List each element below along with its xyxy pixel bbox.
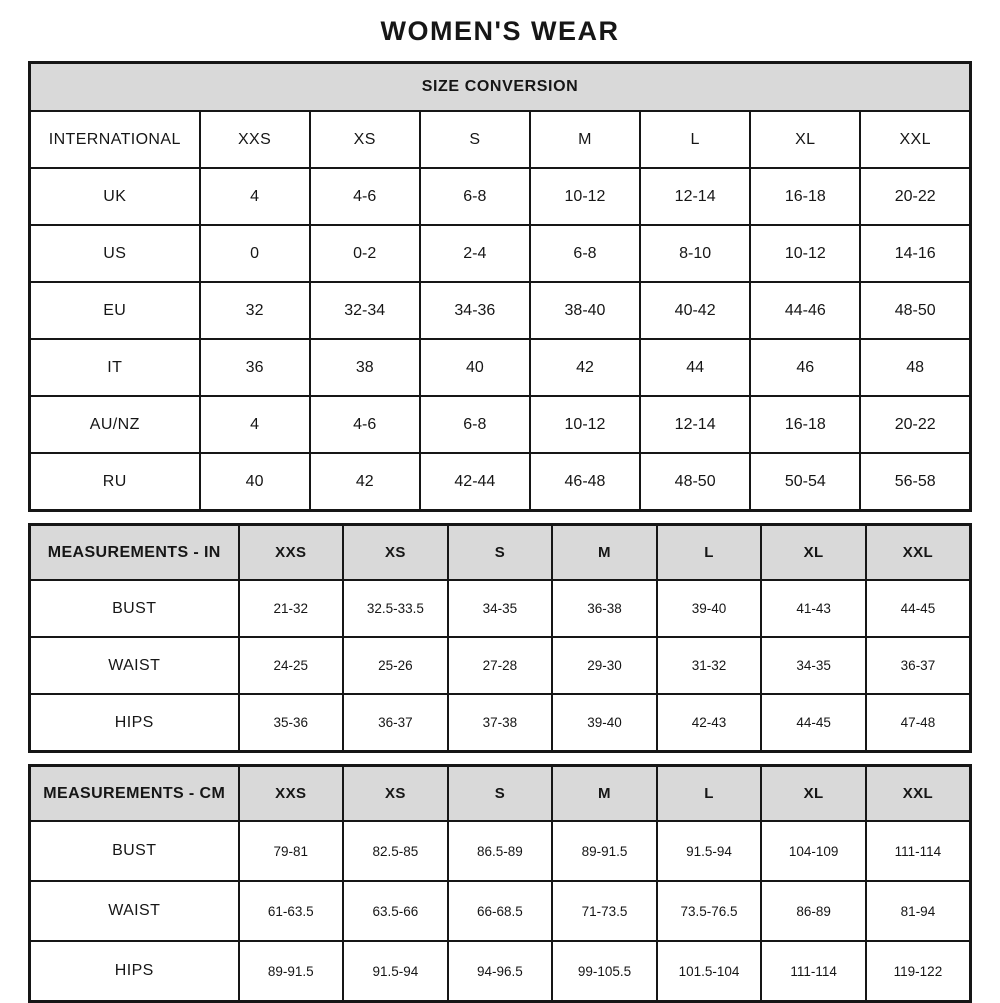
row-label-uk: UK bbox=[30, 168, 200, 225]
col-header-international: INTERNATIONAL bbox=[30, 111, 200, 168]
col-header-l: L bbox=[640, 111, 750, 168]
size-cell: 56-58 bbox=[860, 453, 970, 511]
measurement-cell: 99-105.5 bbox=[552, 941, 657, 1002]
measurements-cm-table bbox=[28, 764, 972, 1003]
size-cell: 20-22 bbox=[860, 168, 970, 225]
size-cell: 6-8 bbox=[420, 168, 530, 225]
measurement-cell: 119-122 bbox=[866, 941, 971, 1002]
measurement-cell: 39-40 bbox=[657, 580, 762, 637]
measurements-in-header-row bbox=[30, 525, 971, 581]
size-cell: 38-40 bbox=[530, 282, 640, 339]
size-cell: 10-12 bbox=[750, 225, 860, 282]
size-cell: 32 bbox=[200, 282, 310, 339]
measurement-cell: 36-37 bbox=[866, 637, 971, 694]
size-conversion-header-row bbox=[30, 111, 971, 168]
measurement-cell: 25-26 bbox=[343, 637, 448, 694]
size-cell: 44-46 bbox=[750, 282, 860, 339]
size-cell: 4 bbox=[200, 168, 310, 225]
page-title: WOMEN'S WEAR bbox=[380, 16, 620, 46]
size-cell: 42 bbox=[310, 453, 420, 511]
measurement-cell: 111-114 bbox=[761, 941, 866, 1002]
col-header-s: S bbox=[420, 111, 530, 168]
size-cell: 16-18 bbox=[750, 396, 860, 453]
measurement-cell: 86.5-89 bbox=[448, 821, 553, 881]
table-row-hips-cm bbox=[30, 941, 971, 1002]
col-header-xs: XS bbox=[310, 111, 420, 168]
measurement-cell: 27-28 bbox=[448, 637, 553, 694]
size-cell: 46-48 bbox=[530, 453, 640, 511]
measurement-cell: 37-38 bbox=[448, 694, 553, 752]
col-header-l: L bbox=[657, 525, 762, 581]
measurement-cell: 34-35 bbox=[448, 580, 553, 637]
measurement-cell: 82.5-85 bbox=[343, 821, 448, 881]
size-cell: 12-14 bbox=[640, 168, 750, 225]
col-header-xs: XS bbox=[343, 766, 448, 822]
measurement-cell: 36-38 bbox=[552, 580, 657, 637]
size-cell: 10-12 bbox=[530, 396, 640, 453]
col-header-measurements-cm: MEASUREMENTS - CM bbox=[30, 766, 239, 822]
size-cell: 42-44 bbox=[420, 453, 530, 511]
measurement-cell: 34-35 bbox=[761, 637, 866, 694]
measurement-cell: 86-89 bbox=[761, 881, 866, 941]
measurement-cell: 66-68.5 bbox=[448, 881, 553, 941]
row-label-waist: WAIST bbox=[30, 637, 239, 694]
size-cell: 12-14 bbox=[640, 396, 750, 453]
measurements-in-table bbox=[28, 523, 972, 753]
measurement-cell: 79-81 bbox=[239, 821, 344, 881]
size-cell: 0-2 bbox=[310, 225, 420, 282]
measurement-cell: 44-45 bbox=[866, 580, 971, 637]
size-cell: 42 bbox=[530, 339, 640, 396]
size-cell: 50-54 bbox=[750, 453, 860, 511]
row-label-eu: EU bbox=[30, 282, 200, 339]
size-cell: 6-8 bbox=[420, 396, 530, 453]
col-header-m: M bbox=[552, 525, 657, 581]
measurement-cell: 101.5-104 bbox=[657, 941, 762, 1002]
table-row-eu bbox=[30, 282, 971, 339]
measurement-cell: 36-37 bbox=[343, 694, 448, 752]
size-cell: 0 bbox=[200, 225, 310, 282]
row-label-ru: RU bbox=[30, 453, 200, 511]
table-row-bust-in bbox=[30, 580, 971, 637]
table-row-it bbox=[30, 339, 971, 396]
row-label-hips: HIPS bbox=[30, 694, 239, 752]
measurement-cell: 61-63.5 bbox=[239, 881, 344, 941]
row-label-bust: BUST bbox=[30, 821, 239, 881]
size-cell: 10-12 bbox=[530, 168, 640, 225]
row-label-hips: HIPS bbox=[30, 941, 239, 1002]
size-cell: 32-34 bbox=[310, 282, 420, 339]
size-cell: 40 bbox=[200, 453, 310, 511]
measurement-cell: 47-48 bbox=[866, 694, 971, 752]
measurement-cell: 39-40 bbox=[552, 694, 657, 752]
col-header-xxl: XXL bbox=[866, 525, 971, 581]
size-cell: 14-16 bbox=[860, 225, 970, 282]
size-cell: 4 bbox=[200, 396, 310, 453]
col-header-l: L bbox=[657, 766, 762, 822]
size-cell: 40 bbox=[420, 339, 530, 396]
measurement-cell: 29-30 bbox=[552, 637, 657, 694]
size-cell: 20-22 bbox=[860, 396, 970, 453]
col-header-xl: XL bbox=[761, 766, 866, 822]
measurement-cell: 21-32 bbox=[239, 580, 344, 637]
table-row-uk bbox=[30, 168, 971, 225]
size-cell: 6-8 bbox=[530, 225, 640, 282]
measurement-cell: 91.5-94 bbox=[657, 821, 762, 881]
col-header-xxs: XXS bbox=[239, 525, 344, 581]
col-header-xxs: XXS bbox=[239, 766, 344, 822]
size-cell: 44 bbox=[640, 339, 750, 396]
size-cell: 34-36 bbox=[420, 282, 530, 339]
measurement-cell: 89-91.5 bbox=[552, 821, 657, 881]
measurement-cell: 73.5-76.5 bbox=[657, 881, 762, 941]
row-label-bust: BUST bbox=[30, 580, 239, 637]
measurement-cell: 24-25 bbox=[239, 637, 344, 694]
col-header-measurements-in: MEASUREMENTS - IN bbox=[30, 525, 239, 581]
table-row-waist-in bbox=[30, 637, 971, 694]
col-header-xxs: XXS bbox=[200, 111, 310, 168]
measurement-cell: 35-36 bbox=[239, 694, 344, 752]
measurement-cell: 89-91.5 bbox=[239, 941, 344, 1002]
row-label-waist: WAIST bbox=[30, 881, 239, 941]
measurement-cell: 94-96.5 bbox=[448, 941, 553, 1002]
row-label-us: US bbox=[30, 225, 200, 282]
table-row-bust-cm bbox=[30, 821, 971, 881]
size-cell: 46 bbox=[750, 339, 860, 396]
col-header-xxl: XXL bbox=[860, 111, 970, 168]
measurement-cell: 44-45 bbox=[761, 694, 866, 752]
col-header-xl: XL bbox=[761, 525, 866, 581]
col-header-m: M bbox=[530, 111, 640, 168]
measurement-cell: 42-43 bbox=[657, 694, 762, 752]
size-cell: 38 bbox=[310, 339, 420, 396]
size-cell: 36 bbox=[200, 339, 310, 396]
table-row-ru bbox=[30, 453, 971, 511]
measurements-cm-header-row bbox=[30, 766, 971, 822]
size-cell: 48 bbox=[860, 339, 970, 396]
size-conversion-table bbox=[28, 61, 972, 512]
table-row-hips-in bbox=[30, 694, 971, 752]
table-row-aunz bbox=[30, 396, 971, 453]
table-row-us bbox=[30, 225, 971, 282]
col-header-xl: XL bbox=[750, 111, 860, 168]
size-cell: 4-6 bbox=[310, 396, 420, 453]
size-cell: 4-6 bbox=[310, 168, 420, 225]
measurement-cell: 31-32 bbox=[657, 637, 762, 694]
measurement-cell: 63.5-66 bbox=[343, 881, 448, 941]
row-label-it: IT bbox=[30, 339, 200, 396]
col-header-s: S bbox=[448, 525, 553, 581]
measurement-cell: 71-73.5 bbox=[552, 881, 657, 941]
size-conversion-banner-row bbox=[30, 63, 971, 112]
size-cell: 8-10 bbox=[640, 225, 750, 282]
measurement-cell: 104-109 bbox=[761, 821, 866, 881]
size-cell: 48-50 bbox=[860, 282, 970, 339]
size-cell: 2-4 bbox=[420, 225, 530, 282]
measurement-cell: 81-94 bbox=[866, 881, 971, 941]
measurement-cell: 41-43 bbox=[761, 580, 866, 637]
col-header-xs: XS bbox=[343, 525, 448, 581]
col-header-xxl: XXL bbox=[866, 766, 971, 822]
table-row-waist-cm bbox=[30, 881, 971, 941]
col-header-s: S bbox=[448, 766, 553, 822]
col-header-m: M bbox=[552, 766, 657, 822]
measurement-cell: 32.5-33.5 bbox=[343, 580, 448, 637]
measurement-cell: 91.5-94 bbox=[343, 941, 448, 1002]
size-cell: 48-50 bbox=[640, 453, 750, 511]
size-cell: 40-42 bbox=[640, 282, 750, 339]
measurement-cell: 111-114 bbox=[866, 821, 971, 881]
row-label-aunz: AU/NZ bbox=[30, 396, 200, 453]
size-conversion-banner: SIZE CONVERSION bbox=[30, 63, 971, 112]
size-cell: 16-18 bbox=[750, 168, 860, 225]
